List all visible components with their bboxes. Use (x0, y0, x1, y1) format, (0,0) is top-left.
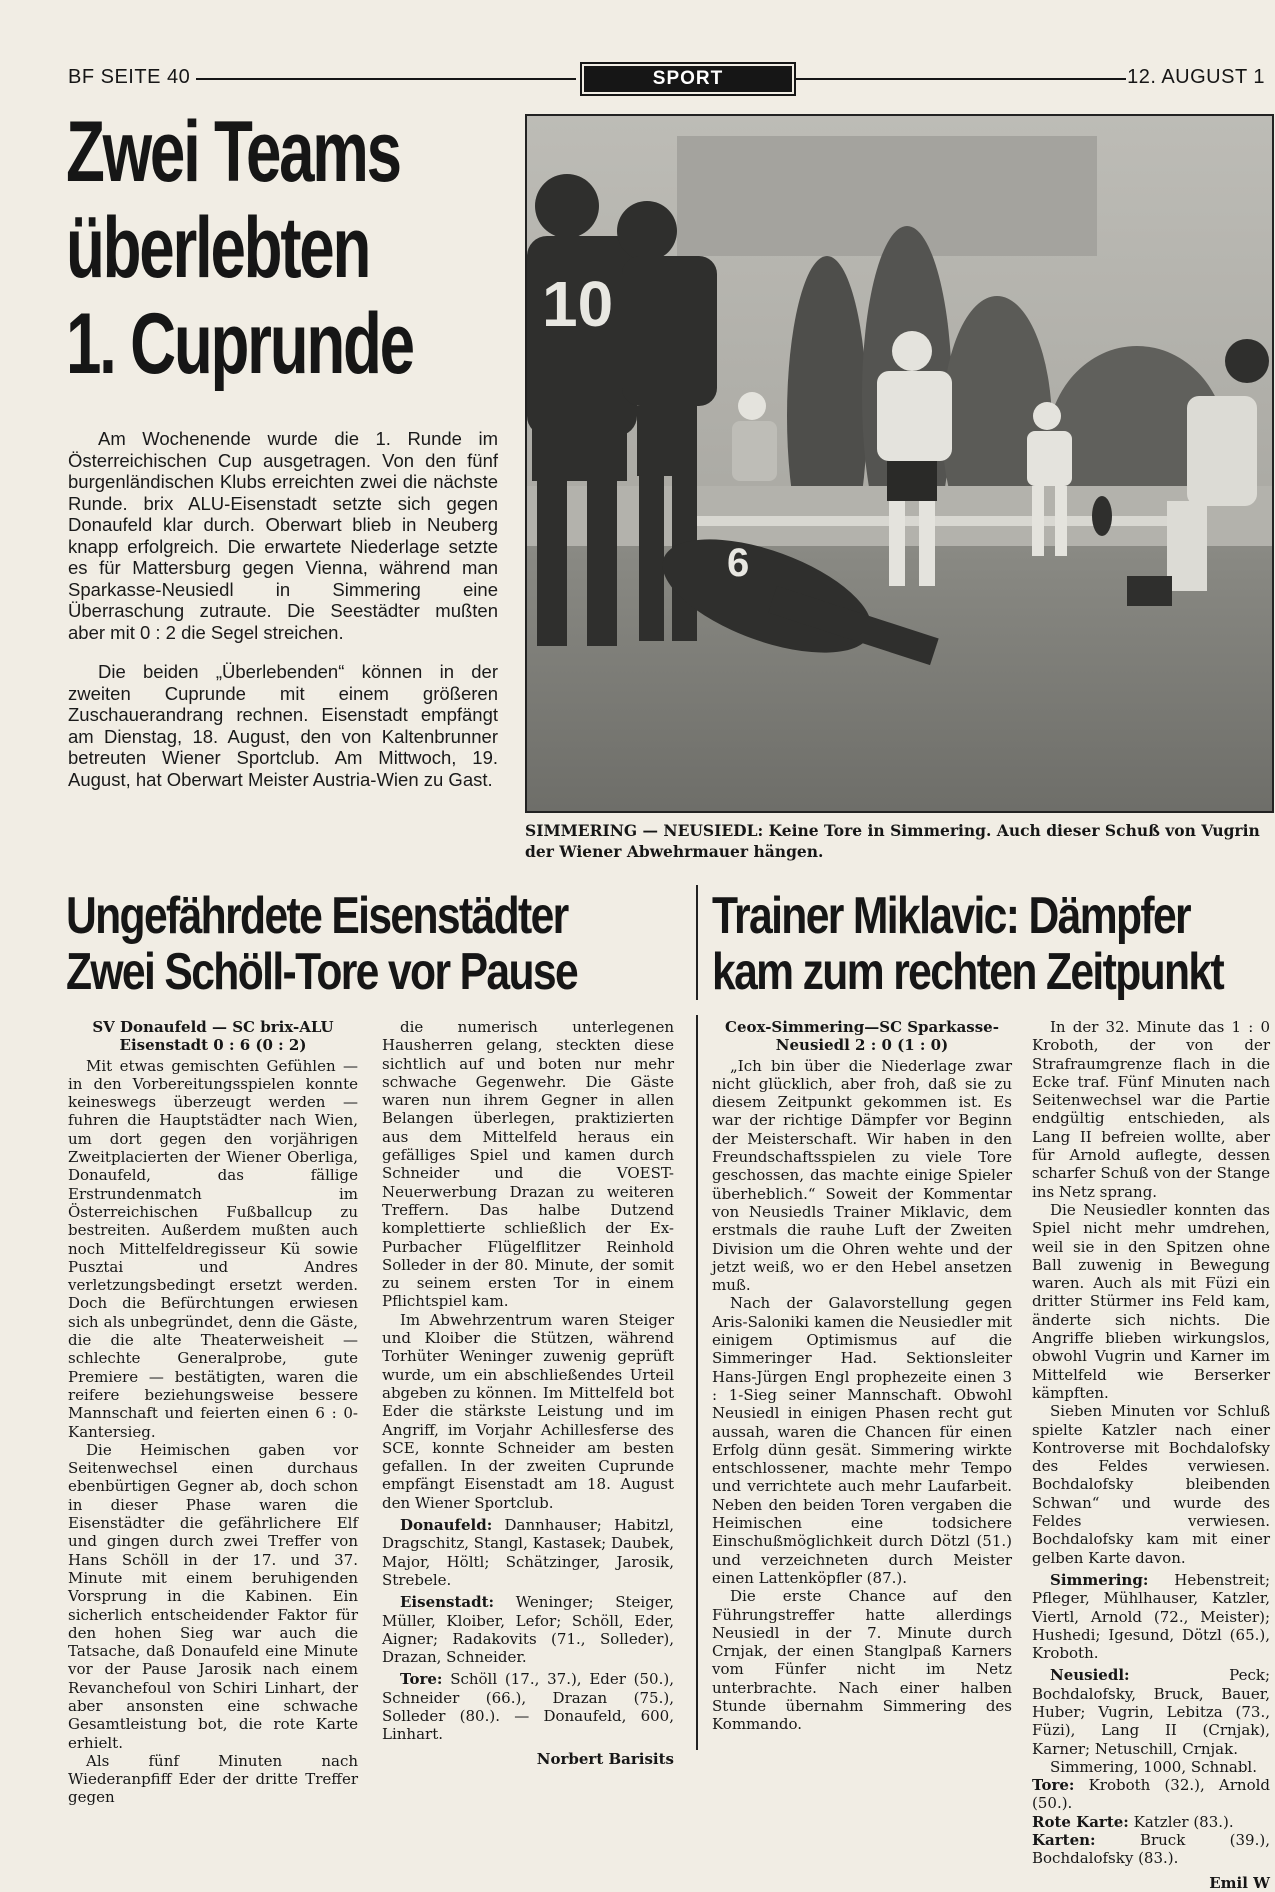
match-photo (525, 114, 1274, 813)
page-label: BF SEITE 40 (68, 66, 191, 88)
svg-text:10: 10 (542, 268, 614, 340)
section-badge: SPORT (580, 62, 796, 96)
photo-caption: SIMMERING — NEUSIEDL: Keine Tore in Simmering. Auch dieser Schuß von Vugrin der Wiener Abwehrmauer hängen. (525, 821, 1260, 861)
svg-text:6: 6 (727, 541, 750, 585)
main-headline: Zwei Teams überlebten 1. Cuprunde (66, 104, 413, 392)
right-story-col2: In der 32. Minute das 1 : 0 Kroboth, der von der Strafraumgrenze flach in die Ecke traf. Fünf Minuten nach Seitenwechsel war die Partie endgültig entschieden, als Lang II befreien wollte, aber für Arnold auflegte, dessen scharfer Schuß von der Stange ins Netz sprang. Die Neusiedler konnten das Spiel nicht mehr umdrehen, weil sie in den Spitzen ohne Ball zuwenig in Bewegung waren. Auch als mit Füzi ein dritter Stürmer ins Feld kam, änderte sich nichts. Die Angriffe blieben wirkungslos, obwohl Vugrin und Karner im Mittelfeld wie Berserker kämpften. Sieben Minuten vor Schluß spielte Katzler nach einer Kontroverse mit Bochdalofsky des Feldes verwiesen. Bochdalofsky bleibenden Schwan“ und wurde des Feldes verwiesen. Bochdalofsky kam mit einer gelben Karte davon. Simmering: Hebenstreit; Pfleger, Mühlhauser, Katzler, Viertl, Arnold (72., Meister); Hushedi; Igesund, Dötzl (65.), Kroboth. Neusiedl: Peck; Bochdalofsky, Bruck, Bauer, Huber; Vugrin, Lebitza (73., Füzi), Lang II (Crnjak), Karner; Netuschill, Crnjak. Simmering, 1000, Schnabl. Tore: Kroboth (32.), Arnold (50.). Rote Karte: Katzler (83.). Karten: Bruck (39.), Bochdalofsky (83.). Emil W (1032, 1018, 1270, 1892)
left-author: Norbert Barisits (536, 1749, 674, 1768)
issue-date: 12. AUGUST 1 (1127, 66, 1265, 88)
headline-divider (696, 885, 698, 1000)
left-story-col1: SV Donaufeld — SC brix-ALU Eisenstadt 0 : 6 (0 : 2) Mit etwas gemischten Gefühlen — in den Vorbereitungsspielen konnte keineswegs überzeugt werden — fuhren die Hauptstädter nach Wien, um dort gegen den vorjährigen Zweitplacierten der Wiener Oberliga, Donaufeld, das fällige Erstrundenmatch im Österreichischen Fußballcup zu bestreiten. Außerdem mußten auch noch Mittelfeldregisseur Kü sowie Pusztai und Andres verletzungsbedingt ersetzt werden. Doch die Befürchtungen erwiesen sich als unbegründet, denn die Gäste, die die alte Theaterweisheit — schlechte Generalprobe, gute Premiere — bestätigten, waren die reifere beziehungsweise bessere Mannschaft und feierten einen 6 : 0-Kantersieg. Die Heimischen gaben vor Seitenwechsel einen durchaus ebenbürtigen Gegner ab, doch schon in dieser Phase waren die Eisenstädter die gefährlichere Elf und gingen durch zwei Treffer von Hans Schöll in der 17. und 37. Minute mit einem beruhigenden Vorsprung in die Kabinen. Ein sicherlich entscheidender Faktor für den hohen Sieg war auch die Tatsache, daß Donaufeld eine Minute vor der Pause Jarosik nach einem Revanchefoul von Schiri Linhart, der aber ansonsten eine schwache Gesamtleistung bot, die rote Karte erhielt. Als fünf Minuten nach Wiederanpfiff Eder der dritte Treffer gegen (68, 1018, 358, 1807)
right-story-headline: Trainer Miklavic: Dämpfer kam zum rechten Zeitpunkt (712, 887, 1224, 1001)
header-rule-right (796, 78, 1126, 80)
left-story-headline: Ungefährdete Eisenstädter Zwei Schöll-Tore vor Pause (66, 887, 578, 1001)
right-author: Emil W (1209, 1873, 1270, 1892)
left-story-col2: die numerisch unterlegenen Hausherren gelang, steckten diese sichtlich auf und boten nur mehr schwache Gegenwehr. Die Gäste waren nun ihrem Gegner in allen Belangen überlegen, praktizierten aus dem Mittelfeld heraus ein gefälliges Spiel und kamen durch Schneider und die VOEST-Neuerwerbung Drazan zu weiteren Treffern. Das halbe Dutzend komplettierte schließlich der Ex-Purbacher Flügelflitzer Reinhold Solleder in der 80. Minute, der somit zu seinem ersten Tor in einem Pflichtspiel kam. Im Abwehrzentrum waren Steiger und Kloiber die Stützen, während Torhüter Weninger zuwenig geprüft wurde, um ein abschließendes Urteil abgeben zu können. Im Mittelfeld bot Eder die stärkste Leistung und im Angriff, im Vorjahr Achillesferse des SCE, konnte Schneider am besten gefallen. In der zweiten Cuprunde empfängt Eisenstadt am 18. August den Wiener Sportclub. Donaufeld: Dannhauser; Habitzl, Dragschitz, Stangl, Kastasek; Daubek, Major, Höltl; Schätzinger, Jarosik, Strebele. Eisenstadt: Weninger; Steiger, Müller, Kloiber, Lefor; Schöll, Eder, Aigner; Radakovits (71., Solleder), Drazan, Schneider. Tore: Schöll (17., 37.), Eder (50.), Schneider (66.), Drazan (75.), Solleder (80.). — Donaufeld, 600, Linhart. Norbert Barisits (382, 1018, 674, 1768)
column-divider (696, 1015, 698, 1750)
main-story-text: Am Wochenende wurde die 1. Runde im Österreichischen Cup ausgetragen. Von den fünf burgenländischen Klubs erreichten zwei die nächste Runde. brix ALU-Eisenstadt setzte sich gegen Donaufeld klar durch. Oberwart blieb in Neuberg knapp erfolgreich. Die erwartete Niederlage setzte es für Mattersburg gegen Vienna, während man Sparkasse-Neusiedl in Simmering eine Überraschung zutraute. Die Seestädter mußten aber mit 0 : 2 die Segel streichen. Die beiden „Überlebenden“ können in der zweiten Cuprunde mit einem größeren Zuschauerandrang rechnen. Eisenstadt empfängt am Dienstag, 18. August, den von Kaltenbrunner betreuten Wiener Sportclub. Am Mittwoch, 19. August, hat Oberwart Meister Austria-Wien zu Gast. (68, 428, 498, 790)
header-rule-left (196, 78, 576, 80)
right-story-col1: Ceox-Simmering—SC Sparkasse-Neusiedl 2 : 0 (1 : 0) „Ich bin über die Niederlage zwar nicht glücklich, aber froh, daß sie zu diesem Zeitpunkt gekommen ist. Es war der richtige Dämpfer vor Beginn der Meisterschaft. Wir haben in den Freundschaftsspielen zu viele Tore geschossen, das machte einige Spieler überheblich.“ Soweit der Kommentar von Neusiedls Trainer Miklavic, dem erstmals die rauhe Luft der Zweiten Division um die Ohren wehte und der jetzt weiß, wo er den Hebel ansetzen muß. Nach der Galavorstellung gegen Aris-Saloniki kamen die Neusiedler mit einigem Optimismus auf die Simmeringer Had. Sektionsleiter Hans-Jürgen Engl prophezeite einen 3 : 1-Sieg seiner Mannschaft. Obwohl Neusiedl in einigen Phasen recht gut aussah, waren die Chancen für einen Erfolg dünn gesät. Simmering wirkte entschlossener, machte mehr Tempo und verrichtete auch mehr Laufarbeit. Neben den beiden Toren vergaben die Heimischen eine todsichere Einschußmöglichkeit durch Dötzl (51.) und verzeichneten durch Meister einen Lattenköpfler (87.). Die erste Chance auf den Führungstreffer hatte allerdings Neusiedl in der 7. Minute durch Crnjak, der einen Stanglpaß Karners vom Fünfer nicht im Netz unterbrachte. Nach einer halben Stunde übernahm Simmering des Kommando. (712, 1018, 1012, 1734)
